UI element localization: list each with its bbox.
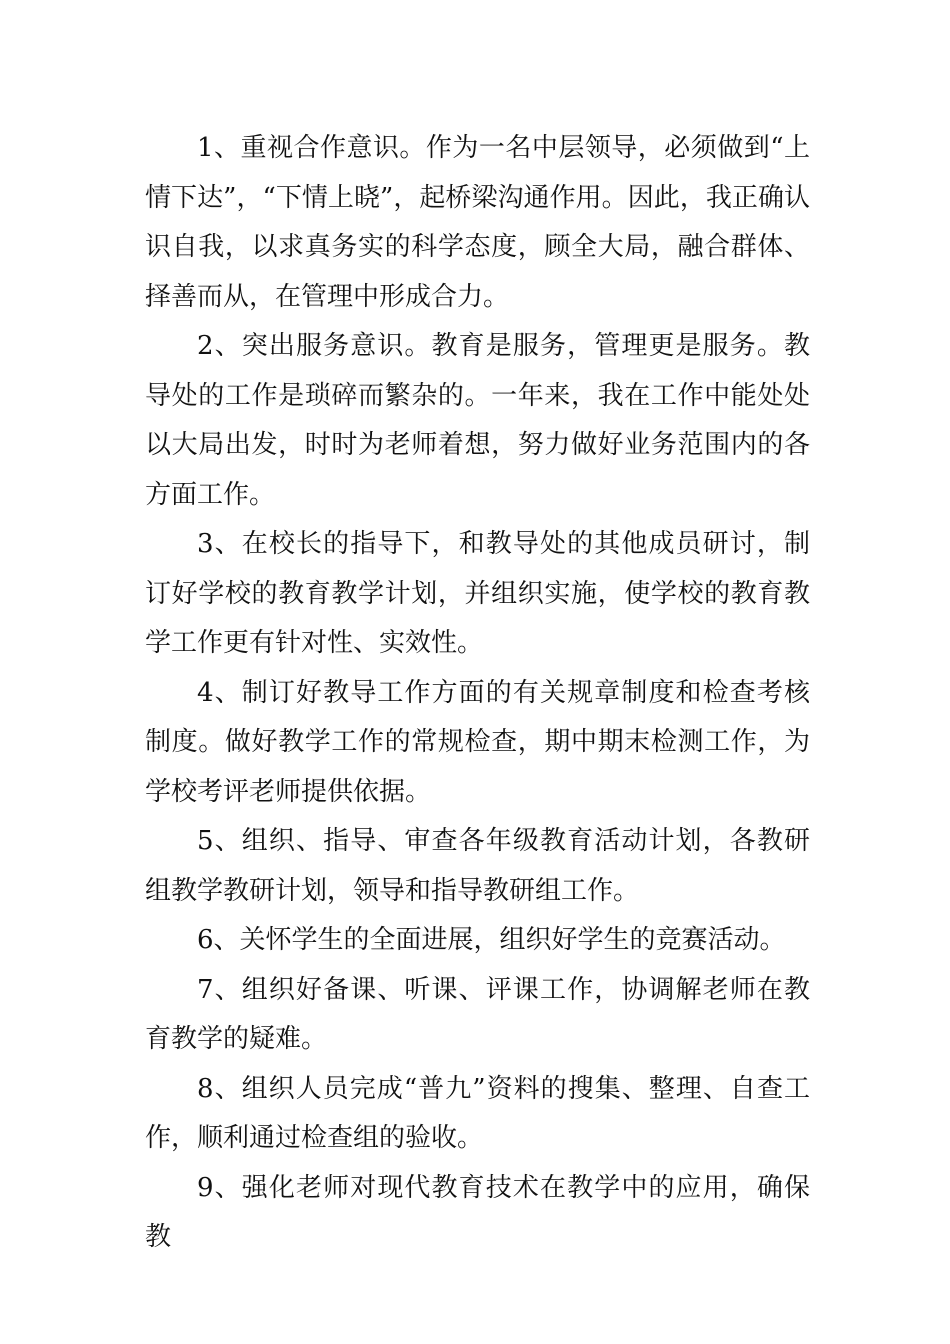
paragraph-7: 7、组织好备课、听课、评课工作，协调解老师在教育教学的疑难。 (145, 974, 810, 1054)
paragraph-9: 9、强化老师对现代教育技术在教学中的应用，确保教 (145, 1172, 810, 1252)
paragraph-2: 2、突出服务意识。教育是服务，管理更是服务。教导处的工作是琐碎而繁杂的。一年来，我在工作中能处处以大局出发，时时为老师着想，努力做好业务范围内的各方面工作。 (145, 331, 810, 510)
paragraph-5: 5、组织、指导、审查各年级教育活动计划，各教研组教学教研计划，领导和指导教研组工作。 (145, 826, 810, 906)
paragraph-6: 6、关怀学生的全面进展，组织好学生的竞赛活动。 (197, 925, 786, 955)
paragraph-8: 8、组织人员完成“普九”资料的搜集、整理、自查工作，顺利通过检查组的验收。 (145, 1073, 810, 1153)
paragraph-4: 4、制订好教导工作方面的有关规章制度和检查考核制度。做好教学工作的常规检查，期中期末检测工作，为学校考评老师提供依据。 (145, 677, 810, 807)
paragraph-3: 3、在校长的指导下，和教导处的其他成员研讨，制订好学校的教育教学计划，并组织实施，使学校的教育教学工作更有针对性、实效性。 (145, 529, 810, 658)
paragraph-1: 1、重视合作意识。作为一名中层领导，必须做到“上情下达”，“下情上晓”，起桥梁沟通作用。因此，我正确认识自我，以求真务实的科学态度，顾全大局，融合群体、择善而从，在管理中形成合力。 (145, 133, 810, 312)
document-body (145, 124, 810, 1263)
